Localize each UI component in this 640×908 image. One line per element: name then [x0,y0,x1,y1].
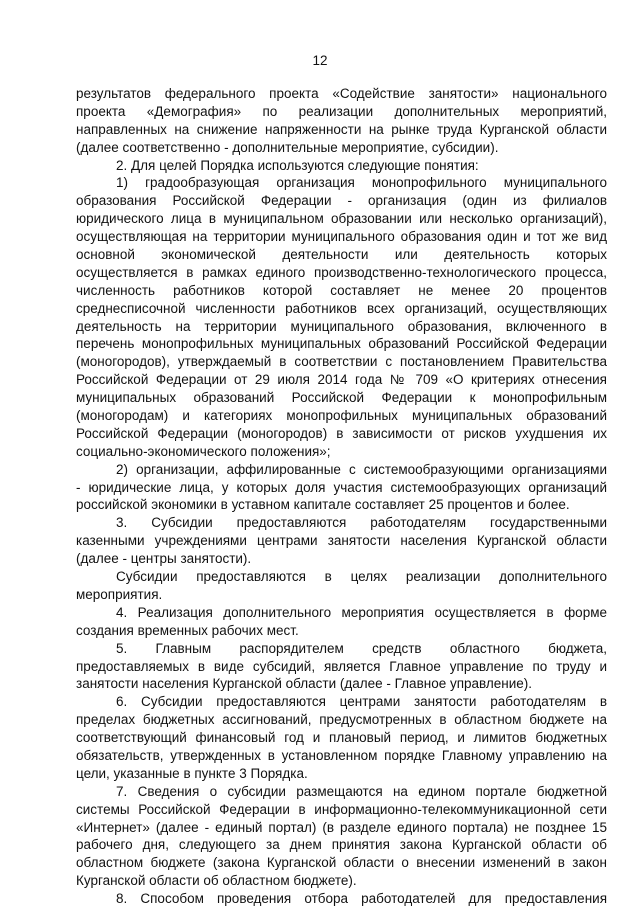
text-line: проекта «Демография» по реализации дополнительных мероприятий, [76,103,607,119]
text-line: (далее соответственно - дополнительные мероприятие, субсидии). [76,139,499,155]
text-line: системы Российской Федерации в информационно-телекоммуникационной сети [76,801,607,817]
paragraph [76,568,607,604]
page-number: 12 [312,53,328,68]
paragraph [76,693,607,782]
text-line: направленных на снижение напряженности на рынке труда Курганской области [76,121,607,137]
paragraph [76,640,607,694]
text-line: занятости населения Курганской области (далее - Главное управление). [76,676,533,692]
text-line: деятельность на территории муниципального образования, включенного в [76,318,607,334]
text-line: 5. Главным распорядителем средств областного бюджета, [116,640,607,656]
text-line: основной экономической деятельности или деятельность которых [76,247,607,263]
text-line: 2. Для целей Порядка используются следующие понятия: [116,157,479,173]
text-line: осуществляется в рамках единого производственно-технологического процесса, [76,264,607,280]
text-line: социально-экономического положения»; [76,443,331,459]
text-line: 3. Субсидии предоставляются работодателям государственными [116,515,607,531]
text-line: - юридические лица, у которых доля участия системообразующих организаций [76,479,607,495]
text-line: «Интернет» (далее - единый портал) (в разделе единого портала) не позднее 15 [76,819,607,835]
text-line: 8. Способом проведения отбора работодателей для предоставления [116,891,607,907]
text-line: муниципальных образований Российской Федерации к монопрофильным [76,390,607,406]
text-line: перечень монопрофильных муниципальных образований Российской Федерации [76,336,607,352]
text-line: осуществляющая на территории муниципального образования один и тот же вид [76,229,607,245]
text-line: 6. Субсидии предоставляются центрами занятости работодателям в [116,694,607,710]
paragraph [76,85,607,157]
text-line: среднесписочной численности работников всех организаций, осуществляющих [76,300,607,316]
document-body [76,85,607,908]
paragraph [76,783,607,890]
text-line: Курганской области об областном бюджете). [76,873,357,889]
text-line: казенными учреждениями центрами занятости населения Курганской области [76,533,607,549]
text-line: (далее - центры занятости). [76,551,252,567]
text-line: цели, указанные в пункте 3 Порядка. [76,765,308,781]
text-line: юридического лица в муниципальном образовании или несколько организаций), [76,211,607,227]
text-line: численность работников которой составляет не менее 20 процентов [76,282,607,298]
paragraph [76,174,607,460]
text-line: (моногородов), утверждаемый в соответствии с постановлением Правительства [76,354,607,370]
paragraph [76,461,607,515]
paragraph [76,890,607,908]
text-line: областном бюджете (закона Курганской области о внесении изменений в закон [76,855,607,871]
text-line: создания временных рабочих мест. [76,622,299,638]
text-line: 7. Сведения о субсидии размещаются на едином портале бюджетной [116,783,607,799]
text-line: 1) градообразующая организация монопрофильного муниципального [116,175,607,191]
text-line: (моногородам) и категориях монопрофильных муниципальных образований [76,408,607,424]
paragraph [76,514,607,568]
text-line: результатов федерального проекта «Содействие занятости» национального [76,86,607,101]
text-line: мероприятия. [76,586,163,602]
text-line: 4. Реализация дополнительного мероприятия осуществляется в форме [116,604,607,620]
text-line: рабочего дня, следующего за днем принятия закона Курганской области об [76,837,607,853]
text-line: обязательств, утвержденных в установленном порядке Главному управлению на [76,747,607,763]
text-line: соответствующий финансовый год и плановый период, и лимитов бюджетных [76,730,607,746]
text-line: пределах бюджетных ассигнований, предусмотренных в областном бюджете на [76,712,607,728]
text-line: российской экономики в уставном капитале составляет 25 процентов и более. [76,497,570,513]
text-line: Российской Федерации (моногородов) в зависимости от рисков ухудшения их [76,425,607,441]
paragraph [76,157,607,175]
text-line: образования Российской Федерации - организация (один из филиалов [76,193,607,209]
text-line: предоставляемых в виде субсидий, является Главное управление по труду и [76,658,607,674]
paragraph [76,604,607,640]
text-line: 2) организации, аффилированные с системообразующими организациями [116,461,607,477]
text-line: Российской Федерации от 29 июля 2014 года № 709 «О критериях отнесения [76,372,607,388]
text-line: Субсидии предоставляются в целях реализации дополнительного [116,569,607,585]
